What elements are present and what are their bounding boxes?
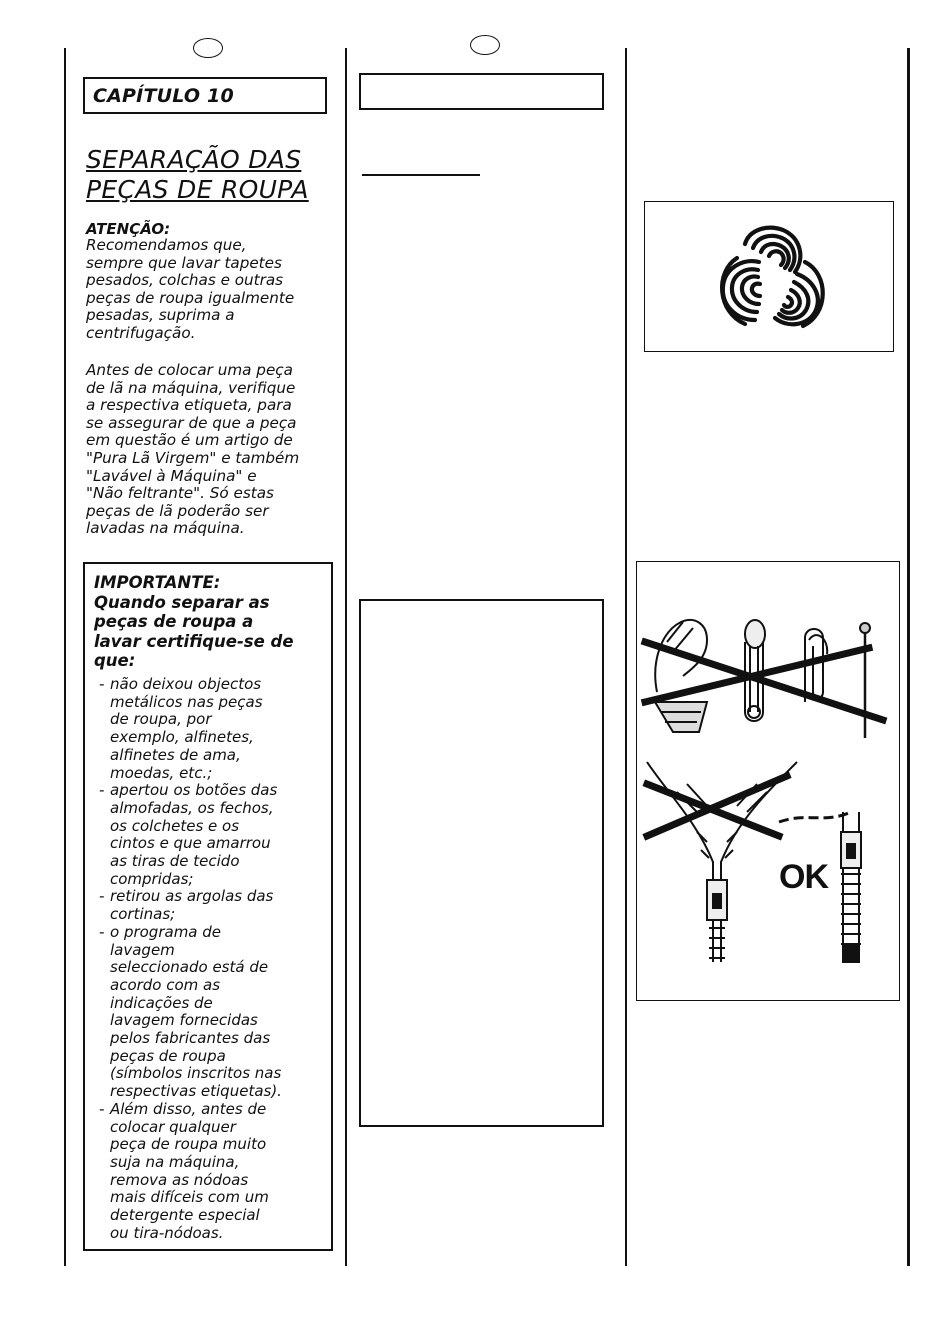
woolmark-icon bbox=[645, 202, 893, 351]
important-box bbox=[83, 562, 333, 1251]
important-list bbox=[99, 676, 282, 1243]
empty-text-box bbox=[359, 599, 604, 1127]
section-title-line1: SEPARAÇÃO DAS bbox=[86, 145, 302, 174]
list-item: - apertou os botões das almofadas, os fechos, os colchetes e os cintos e que amarrou as tiras de tecido compridas; bbox=[99, 782, 282, 888]
attention-text: Recomendamos que, sempre que lavar tapetes pesados, colchas e outras peças de roupa igualmente pesadas, suprima a centrifugação. bbox=[86, 236, 295, 342]
column-rule-left bbox=[64, 48, 66, 1266]
woolmark-figure bbox=[644, 201, 894, 352]
wool-paragraph: Antes de colocar uma peça de lã na máquina, verifique a respectiva etiqueta, para se assegurar de que a peça em questão é um artigo de "Pura Lã Virgem" e também "Lavável à Máquina" e "Não feltrante". Só estas peças de lã poderão ser lavadas na máquina. bbox=[86, 361, 300, 538]
list-item: - retirou as argolas das cortinas; bbox=[99, 888, 282, 923]
section-title-line2: PEÇAS DE ROUPA bbox=[86, 175, 309, 204]
title-underline-rule bbox=[362, 174, 480, 176]
column-rule-mid-left bbox=[345, 48, 347, 1266]
language-oval-left bbox=[193, 38, 223, 58]
attention-heading: ATENÇÃO: bbox=[86, 220, 171, 238]
chapter-title: CAPÍTULO 10 bbox=[93, 85, 234, 107]
chapter-box bbox=[83, 77, 327, 114]
column-rule-mid-right bbox=[625, 48, 627, 1266]
list-item: - não deixou objectos metálicos nas peças de roupa, por exemplo, alfinetes, alfinetes de ama, moedas, etc.; bbox=[99, 676, 282, 782]
column-rule-right bbox=[907, 48, 910, 1266]
chapter-box-empty bbox=[359, 73, 604, 110]
language-oval-middle bbox=[470, 35, 500, 55]
ok-label: OK bbox=[779, 858, 828, 896]
important-heading: IMPORTANTE: Quando separar as peças de roupa a lavar certifique-se de que: bbox=[94, 573, 294, 671]
list-item: - o programa de lavagem seleccionado está de acordo com as indicações de lavagem fornecidas pelos fabricantes das peças de roupa (símbolos inscritos nas respectivas etiquetas). bbox=[99, 924, 282, 1101]
metal-objects-figure bbox=[636, 561, 900, 1001]
crossed-metal-objects-icon bbox=[637, 562, 899, 1000]
list-item: - Além disso, antes de colocar qualquer peça de roupa muito suja na máquina, remova as nódoas mais difíceis com um detergente especial ou tira-nódoas. bbox=[99, 1101, 282, 1243]
section-title bbox=[86, 145, 309, 205]
